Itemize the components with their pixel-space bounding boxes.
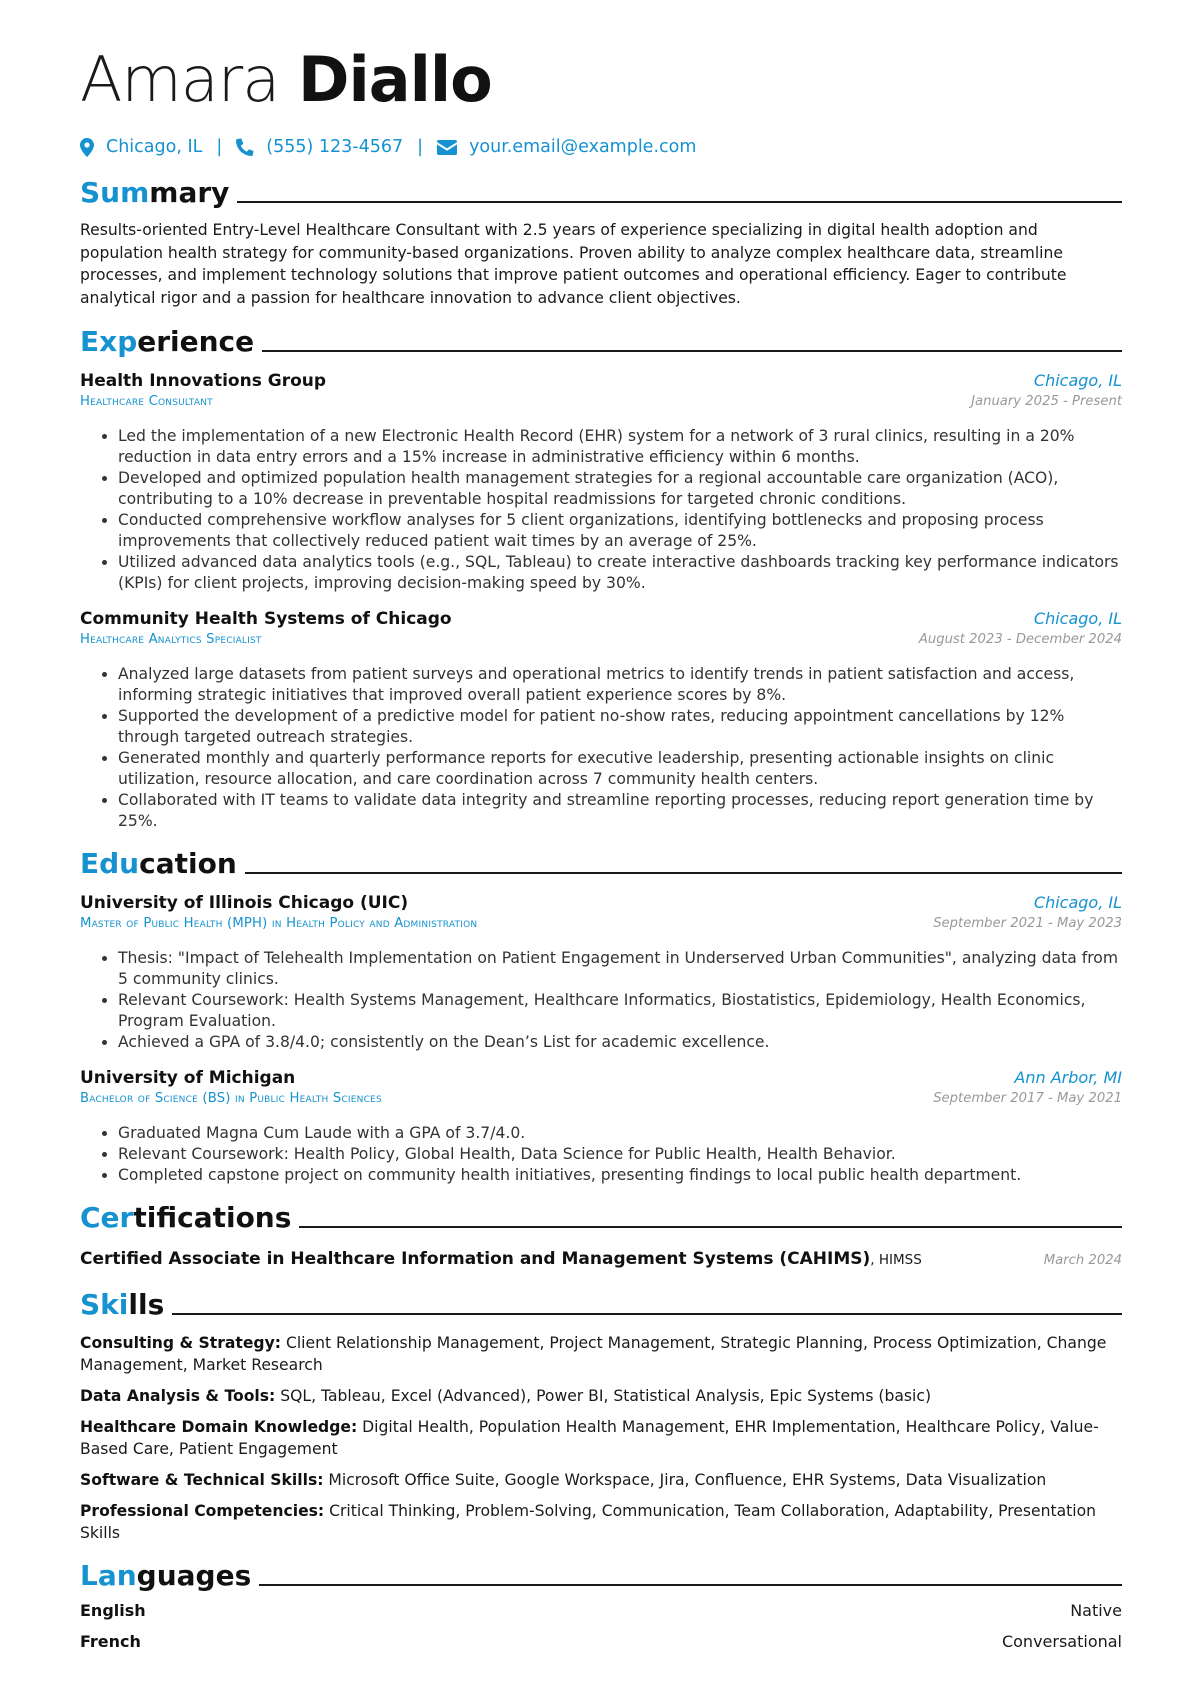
skills-list <box>80 1332 1122 1544</box>
skill-group <box>80 1332 1122 1376</box>
languages-heading <box>80 1555 1122 1593</box>
section-title-rest: erience <box>137 324 255 358</box>
skill-values: Critical Thinking, Problem-Solving, Communication, Team Collaboration, Adaptability, Presentation Skills <box>80 1501 1097 1542</box>
list-item: • Thesis: "Impact of Telehealth Implementation on Patient Engagement in Underserved Urban Communities", analyzing data from 5 community clinics. <box>118 948 1122 990</box>
language-level: Native <box>1070 1600 1122 1620</box>
section-rule <box>172 1313 1122 1315</box>
list-item: • Developed and optimized population health management strategies for a regional accountable care organization (ACO), contributing to a 10% decrease in preventable hospital readmissions for targeted chronic conditions. <box>118 468 1122 510</box>
language-item <box>80 1601 1122 1632</box>
section-title <box>80 1288 164 1322</box>
location-text: Chicago, IL <box>106 137 203 157</box>
date-range: August 2023 - December 2024 <box>918 631 1122 647</box>
envelope-icon <box>437 140 457 155</box>
institution: University of Michigan <box>80 1067 296 1088</box>
section-title-rest: tifications <box>133 1200 292 1234</box>
list-item: • Completed capstone project on community health initiatives, presenting findings to local public health department. <box>118 1165 1122 1186</box>
list-item: • Relevant Coursework: Health Policy, Global Health, Data Science for Public Health, Health Behavior. <box>118 1144 1122 1165</box>
summary-heading <box>80 172 1122 210</box>
certifications-heading <box>80 1197 1122 1235</box>
experience-entry <box>80 371 1122 594</box>
section-title-accent: Lan <box>80 1558 137 1592</box>
job-title: Healthcare Analytics Specialist <box>80 631 262 647</box>
phone-text: (555) 123-4567 <box>266 137 404 157</box>
skill-label: Consulting & Strategy: <box>80 1333 281 1352</box>
degree: Master of Public Health (MPH) in Health Policy and Administration <box>80 915 478 931</box>
language-level: Conversational <box>1001 1631 1122 1651</box>
list-item: • Collaborated with IT teams to validate data integrity and streamline reporting processes, reducing report generation time by 25%. <box>118 790 1122 832</box>
skill-label: Professional Competencies: <box>80 1501 325 1520</box>
section-title <box>80 1559 251 1593</box>
list-item: • Relevant Coursework: Health Systems Management, Healthcare Informatics, Biostatistics, Epidemiology, Health Economics, Program Evaluation. <box>118 990 1122 1032</box>
skill-group <box>80 1500 1122 1544</box>
location: Chicago, IL <box>1033 892 1122 912</box>
section-title <box>80 325 254 359</box>
section-title-accent: Edu <box>80 846 140 880</box>
location: Ann Arbor, MI <box>1014 1067 1122 1087</box>
experience-heading <box>80 321 1122 359</box>
section-rule <box>262 350 1122 352</box>
summary-text: Results-oriented Entry-Level Healthcare Consultant with 2.5 years of experience specializing in digital health adoption and population health strategy for community-based organizations. Proven ability to analyze complex healthcare data, streamline processes, and implement technology solutions that improve patient outcomes and operational efficiency. Eager to contribute analytical rigor and a passion for healthcare innovation to advance client objectives. <box>80 221 1067 308</box>
map-pin-icon <box>80 138 94 157</box>
certification-issuer: , HIMSS <box>870 1251 922 1268</box>
section-title-rest: cation <box>139 846 237 880</box>
section-title-accent: Exp <box>80 324 138 358</box>
section-title-rest: lls <box>128 1287 165 1321</box>
section-title <box>80 847 237 881</box>
section-title-accent: Cer <box>80 1200 134 1234</box>
candidate-name <box>80 40 1122 120</box>
bullet-list <box>80 426 1122 594</box>
section-title-accent: Ski <box>80 1287 129 1321</box>
job-title: Healthcare Consultant <box>80 393 213 409</box>
resume-content <box>80 40 1122 1663</box>
location: Chicago, IL <box>1033 370 1122 390</box>
list-item: • Achieved a GPA of 3.8/4.0; consistently on the Dean’s List for academic excellence. <box>118 1032 1122 1053</box>
skill-values: Client Relationship Management, Project Management, Strategic Planning, Process Optimization, Change Management, Market Research <box>80 1333 1107 1374</box>
bullet-list <box>80 948 1122 1053</box>
section-rule <box>245 872 1122 874</box>
contact-separator: | <box>216 137 223 157</box>
list-item: • Conducted comprehensive workflow analyses for 5 client organizations, identifying bottlenecks and proposing process improvements that collectively reduced patient wait times by an average of 25%. <box>118 510 1122 552</box>
institution: University of Illinois Chicago (UIC) <box>80 892 409 913</box>
language-item <box>80 1632 1122 1663</box>
list-item: • Led the implementation of a new Electronic Health Record (EHR) system for a network of 3 rural clinics, resulting in a 20% reduction in data entry errors and a 15% increase in administrative efficiency within 6 months. <box>118 426 1122 468</box>
skill-values: SQL, Tableau, Excel (Advanced), Power BI, Statistical Analysis, Epic Systems (basic) <box>275 1386 932 1405</box>
contact-separator: | <box>417 137 424 157</box>
list-item: • Supported the development of a predictive model for patient no-show rates, reducing appointment cancellations by 12% through targeted outreach strategies. <box>118 706 1122 748</box>
list-item: • Generated monthly and quarterly performance reports for executive leadership, presenting actionable insights on clinic utilization, resource allocation, and care coordination across 7 community health centers. <box>118 748 1122 790</box>
skill-label: Data Analysis & Tools: <box>80 1386 276 1405</box>
section-title-accent: Sum <box>80 176 150 209</box>
skill-values: Digital Health, Population Health Management, EHR Implementation, Healthcare Policy, Value-Based Care, Patient Engagement <box>80 1417 1099 1458</box>
section-title-rest: mary <box>149 176 230 209</box>
contact-bar <box>80 133 1122 161</box>
section-title <box>80 1201 291 1235</box>
skill-group <box>80 1416 1122 1460</box>
education-entry <box>80 893 1122 1053</box>
date-range: September 2017 - May 2021 <box>933 1090 1122 1106</box>
skill-values: Microsoft Office Suite, Google Workspace, Jira, Confluence, EHR Systems, Data Visualization <box>323 1470 1047 1489</box>
section-rule <box>237 201 1122 203</box>
section-title <box>80 176 229 210</box>
education-entry <box>80 1068 1122 1186</box>
location: Chicago, IL <box>1033 608 1122 628</box>
list-item: • Utilized advanced data analytics tools (e.g., SQL, Tableau) to create interactive dashboards tracking key performance indicators (KPIs) for client projects, improving decision-making speed by 30%. <box>118 552 1122 594</box>
skills-heading <box>80 1284 1122 1322</box>
section-rule <box>259 1584 1122 1586</box>
bullet-list <box>80 664 1122 832</box>
certification-item <box>80 1249 1122 1273</box>
email-text: your.email@example.com <box>469 137 697 157</box>
experience-entry <box>80 609 1122 832</box>
contact-phone[interactable] <box>236 137 403 157</box>
last-name: Diallo <box>298 43 492 116</box>
languages-list <box>80 1601 1122 1663</box>
list-item: • Graduated Magna Cum Laude with a GPA of 3.7/4.0. <box>118 1123 1122 1144</box>
bullet-list <box>80 1123 1122 1186</box>
organization: Community Health Systems of Chicago <box>80 608 452 629</box>
language-name: English <box>80 1600 146 1620</box>
contact-location <box>80 137 202 157</box>
certification-name: Certified Associate in Healthcare Information and Management Systems (CAHIMS) <box>80 1248 871 1269</box>
language-name: French <box>80 1631 141 1651</box>
list-item: • Analyzed large datasets from patient surveys and operational metrics to identify trends in patient satisfaction and access, informing strategic initiatives that improved overall patient experience scores by 8%. <box>118 664 1122 706</box>
skill-label: Healthcare Domain Knowledge: <box>80 1417 358 1436</box>
date-range: September 2021 - May 2023 <box>933 915 1122 931</box>
certification-date: March 2024 <box>1043 1252 1122 1268</box>
degree: Bachelor of Science (BS) in Public Health Sciences <box>80 1090 382 1106</box>
contact-email[interactable] <box>437 137 696 157</box>
skill-label: Software & Technical Skills: <box>80 1470 324 1489</box>
organization: Health Innovations Group <box>80 370 327 391</box>
section-title-rest: guages <box>136 1558 252 1592</box>
skill-group <box>80 1385 1122 1407</box>
first-name: Amara <box>80 43 280 116</box>
section-rule <box>299 1226 1122 1228</box>
date-range: January 2025 - Present <box>971 393 1122 409</box>
education-heading <box>80 843 1122 881</box>
phone-icon <box>236 138 254 156</box>
skill-group <box>80 1469 1122 1491</box>
